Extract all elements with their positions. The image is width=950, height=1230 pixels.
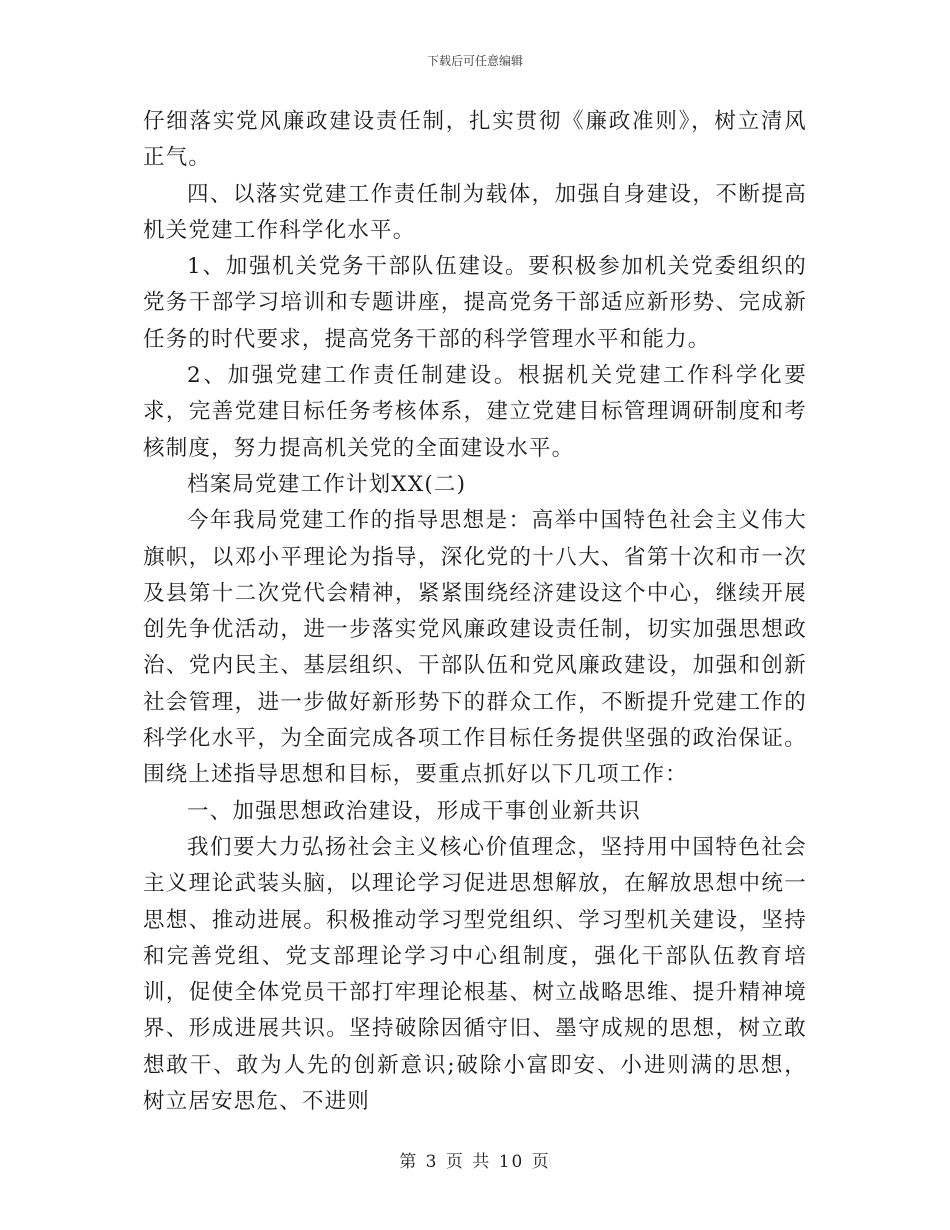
- paragraph-6: 今年我局党建工作的指导思想是：高举中国特色社会主义伟大旗帜，以邓小平理论为指导，深化党的十八大、省第十次和市一次及县第十二次党代会精神，紧紧围绕经济建设这个中心，继续开展创先争优活动，进一步落实党风廉政建设责任制，切实加强思想政治、党内民主、基层组织、干部队伍和党风廉政建设，加强和创新社会管理，进一步做好新形势下的群众工作，不断提升党建工作的科学化水平，为全面完成各项工作目标任务提供坚强的政治保证。围绕上述指导思想和目标，要重点抓好以下几项工作：: [143, 508, 807, 788]
- page-header-note: 下载后可任意编辑: [426, 54, 523, 68]
- paragraph-2: 四、以落实党建工作责任制为载体，加强自身建设，不断提高机关党建工作科学化水平。: [143, 181, 807, 243]
- subsection-heading: 一、加强思想政治建设，形成干事创业新共识: [187, 798, 642, 824]
- document-body: [143, 104, 807, 1120]
- paragraph-4: 2、加强党建工作责任制建设。根据机关党建工作科学化要求，完善党建目标任务考核体系，建立党建目标管理调研制度和考核制度，努力提高机关党的全面建设水平。: [143, 363, 807, 461]
- paragraph-3: 1、加强机关党务干部队伍建设。要积极参加机关党委组织的党务干部学习培训和专题讲座，提高党务干部适应新形势、完成新任务的时代要求，提高党务干部的科学管理水平和能力。: [143, 254, 807, 352]
- paragraph-1: 仔细落实党风廉政建设责任制，扎实贯彻《廉政准则》，树立清风正气。: [143, 109, 807, 171]
- section-title: 档案局党建工作计划XX(二): [187, 471, 467, 497]
- paragraph-8: 我们要大力弘扬社会主义核心价值理念，坚持用中国特色社会主义理论武装头脑，以理论学习促进思想解放，在解放思想中统一思想、推动进展。积极推动学习型党组织、学习型机关建设，坚持和完善党组、党支部理论学习中心组制度，强化干部队伍教育培训，促使全体党员干部打牢理论根基、树立战略思维、提升精神境界、形成进展共识。坚持破除因循守旧、墨守成规的思想，树立敢想敢干、敢为人先的创新意识;破除小富即安、小进则满的思想，树立居安思危、不进则: [143, 834, 807, 1115]
- page-number: 第 3 页 共 10 页: [399, 1152, 551, 1172]
